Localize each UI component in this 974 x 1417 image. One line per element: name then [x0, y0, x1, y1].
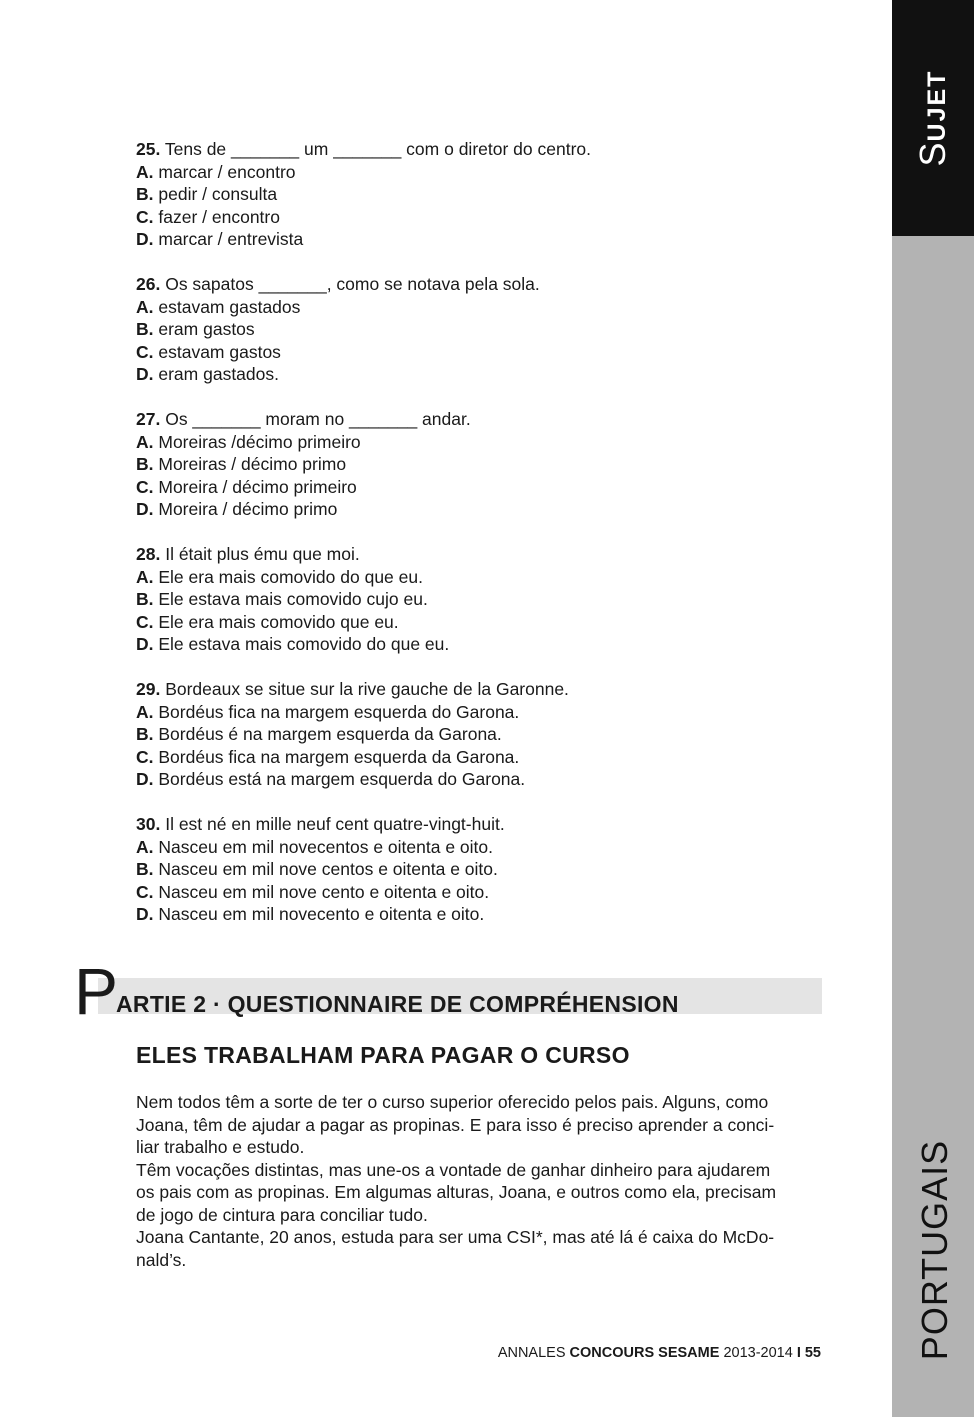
option-letter: D. — [136, 904, 154, 924]
question-27 — [136, 408, 836, 521]
answer-option — [136, 498, 836, 521]
option-letter: B. — [136, 724, 154, 744]
answer-option — [136, 701, 836, 724]
option-text: eram gastados. — [158, 364, 279, 384]
question-26 — [136, 273, 836, 386]
answer-option — [136, 228, 836, 251]
article-line: Nem todos têm a sorte de ter o curso superior oferecido pelos pais. Alguns, como — [136, 1092, 769, 1112]
footer-brand: CONCOURS SESAME — [569, 1345, 720, 1361]
question-prompt — [136, 678, 836, 701]
article-line: os pais com as propinas. Em algumas alturas, Joana, e outros como ela, precisam — [136, 1182, 777, 1202]
option-text: eram gastos — [158, 319, 255, 339]
option-letter: D. — [136, 364, 154, 384]
sujet-initial: S — [912, 141, 953, 167]
option-text: Ele era mais comovido do que eu. — [158, 566, 423, 587]
option-text: Moreiras /décimo primeiro — [158, 431, 361, 452]
option-text: Moreiras / décimo primo — [158, 454, 347, 474]
question-28 — [136, 543, 836, 656]
option-text: Bordéus é na margem esquerda da Garona. — [158, 724, 502, 744]
answer-option — [136, 611, 836, 634]
article-line: Têm vocações distintas, mas une-os a vontade de ganhar dinheiro para ajudarem — [136, 1159, 771, 1180]
option-text: estavam gastos — [158, 341, 281, 362]
option-letter: C. — [136, 476, 154, 497]
sujet-rest: UJET — [923, 69, 951, 142]
footer-years: 2013-2014 — [723, 1345, 793, 1361]
answer-option — [136, 318, 836, 341]
question-prompt — [136, 273, 836, 296]
option-text: Nasceu em mil nove cento e oitenta e oito. — [158, 881, 490, 902]
question-text: Os sapatos _______, como se notava pela sola. — [165, 274, 540, 294]
footer-prefix: ANNALES — [497, 1345, 566, 1361]
option-text: estavam gastados — [158, 296, 301, 317]
option-letter: B. — [136, 589, 154, 609]
answer-option — [136, 903, 836, 926]
option-letter: A. — [136, 566, 154, 587]
option-text: Ele era mais comovido que eu. — [158, 611, 399, 632]
question-number: 25. — [136, 139, 161, 159]
article-line: liar trabalho e estudo. — [136, 1137, 305, 1157]
answer-option — [136, 588, 836, 611]
option-text: Bordéus fica na margem esquerda da Garona. — [158, 746, 520, 767]
language-label: PORTUGAIS — [914, 1139, 955, 1361]
answer-option — [136, 836, 836, 859]
answer-option — [136, 183, 836, 206]
option-text: Ele estava mais comovido cujo eu. — [158, 589, 428, 609]
option-letter: B. — [136, 319, 154, 339]
section-header-initial: P — [74, 954, 119, 1028]
option-letter: D. — [136, 634, 154, 654]
answer-option — [136, 566, 836, 589]
question-prompt — [136, 138, 836, 161]
answer-option — [136, 746, 836, 769]
answer-option — [136, 206, 836, 229]
question-number: 28. — [136, 544, 161, 564]
option-letter: A. — [136, 161, 154, 182]
option-letter: C. — [136, 611, 154, 632]
option-letter: A. — [136, 431, 154, 452]
option-letter: B. — [136, 859, 154, 879]
option-text: Moreira / décimo primeiro — [158, 476, 357, 497]
answer-option — [136, 453, 836, 476]
option-letter: B. — [136, 184, 154, 204]
question-prompt — [136, 813, 836, 836]
question-text: Bordeaux se situe sur la rive gauche de la Garonne. — [165, 679, 569, 699]
article-line: nald’s. — [136, 1249, 187, 1270]
option-letter: D. — [136, 499, 154, 519]
answer-option — [136, 633, 836, 656]
option-letter: C. — [136, 881, 154, 902]
answer-option — [136, 723, 836, 746]
answer-option — [136, 858, 836, 881]
question-text: Il est né en mille neuf cent quatre-vingt-huit. — [165, 814, 505, 834]
option-letter: C. — [136, 341, 154, 362]
option-text: Bordéus está na margem esquerda do Garona. — [158, 769, 526, 789]
option-text: marcar / encontro — [158, 161, 296, 182]
answer-option — [136, 161, 836, 184]
page-number: I 55 — [796, 1345, 821, 1361]
option-text: Nasceu em mil novecento e oitenta e oito. — [158, 904, 485, 924]
option-text: Nasceu em mil nove centos e oitenta e oito. — [158, 859, 498, 879]
question-prompt — [136, 543, 836, 566]
page-footer — [498, 1343, 821, 1363]
option-letter: A. — [136, 836, 154, 857]
option-text: pedir / consulta — [158, 184, 278, 204]
option-letter: D. — [136, 769, 154, 789]
question-prompt — [136, 408, 836, 431]
article-line: Joana Cantante, 20 anos, estuda para ser uma CSI*, mas até lá é caixa do McDo- — [136, 1227, 775, 1247]
answer-option — [136, 296, 836, 319]
option-text: marcar / entrevista — [158, 229, 304, 249]
question-text: Os _______ moram no _______ andar. — [165, 409, 471, 429]
section-label-sujet — [912, 70, 954, 167]
answer-option — [136, 341, 836, 364]
answer-option — [136, 881, 836, 904]
question-number: 29. — [136, 679, 161, 699]
option-letter: C. — [136, 746, 154, 767]
article-title: ELES TRABALHAM PARA PAGAR O CURSO — [136, 1042, 630, 1068]
answer-option — [136, 768, 836, 791]
question-number: 26. — [136, 274, 161, 294]
answer-option — [136, 363, 836, 386]
article-line: Joana, têm de ajudar a pagar as propinas. E para isso é preciso aprender a conci- — [136, 1114, 775, 1135]
article-body — [136, 1091, 822, 1271]
option-letter: C. — [136, 206, 154, 227]
article-line: de jogo de cintura para conciliar tudo. — [136, 1204, 428, 1225]
question-number: 27. — [136, 409, 161, 429]
option-text: Nasceu em mil novecentos e oitenta e oito. — [158, 836, 494, 857]
question-29 — [136, 678, 836, 791]
option-letter: A. — [136, 296, 154, 317]
question-list — [136, 138, 836, 948]
option-text: fazer / encontro — [158, 206, 280, 227]
question-text: Il était plus ému que moi. — [165, 544, 360, 564]
option-letter: D. — [136, 229, 154, 249]
section-header-title: ARTIE 2 · QUESTIONNAIRE DE COMPRÉHENSION — [116, 991, 679, 1017]
answer-option — [136, 476, 836, 499]
question-25 — [136, 138, 836, 251]
question-number: 30. — [136, 814, 161, 834]
option-text: Ele estava mais comovido do que eu. — [158, 634, 450, 654]
answer-option — [136, 431, 836, 454]
option-letter: B. — [136, 454, 154, 474]
option-text: Bordéus fica na margem esquerda do Garona. — [158, 701, 520, 722]
question-text: Tens de _______ um _______ com o diretor do centro. — [164, 139, 591, 159]
option-text: Moreira / décimo primo — [158, 499, 338, 519]
option-letter: A. — [136, 701, 154, 722]
question-30 — [136, 813, 836, 926]
